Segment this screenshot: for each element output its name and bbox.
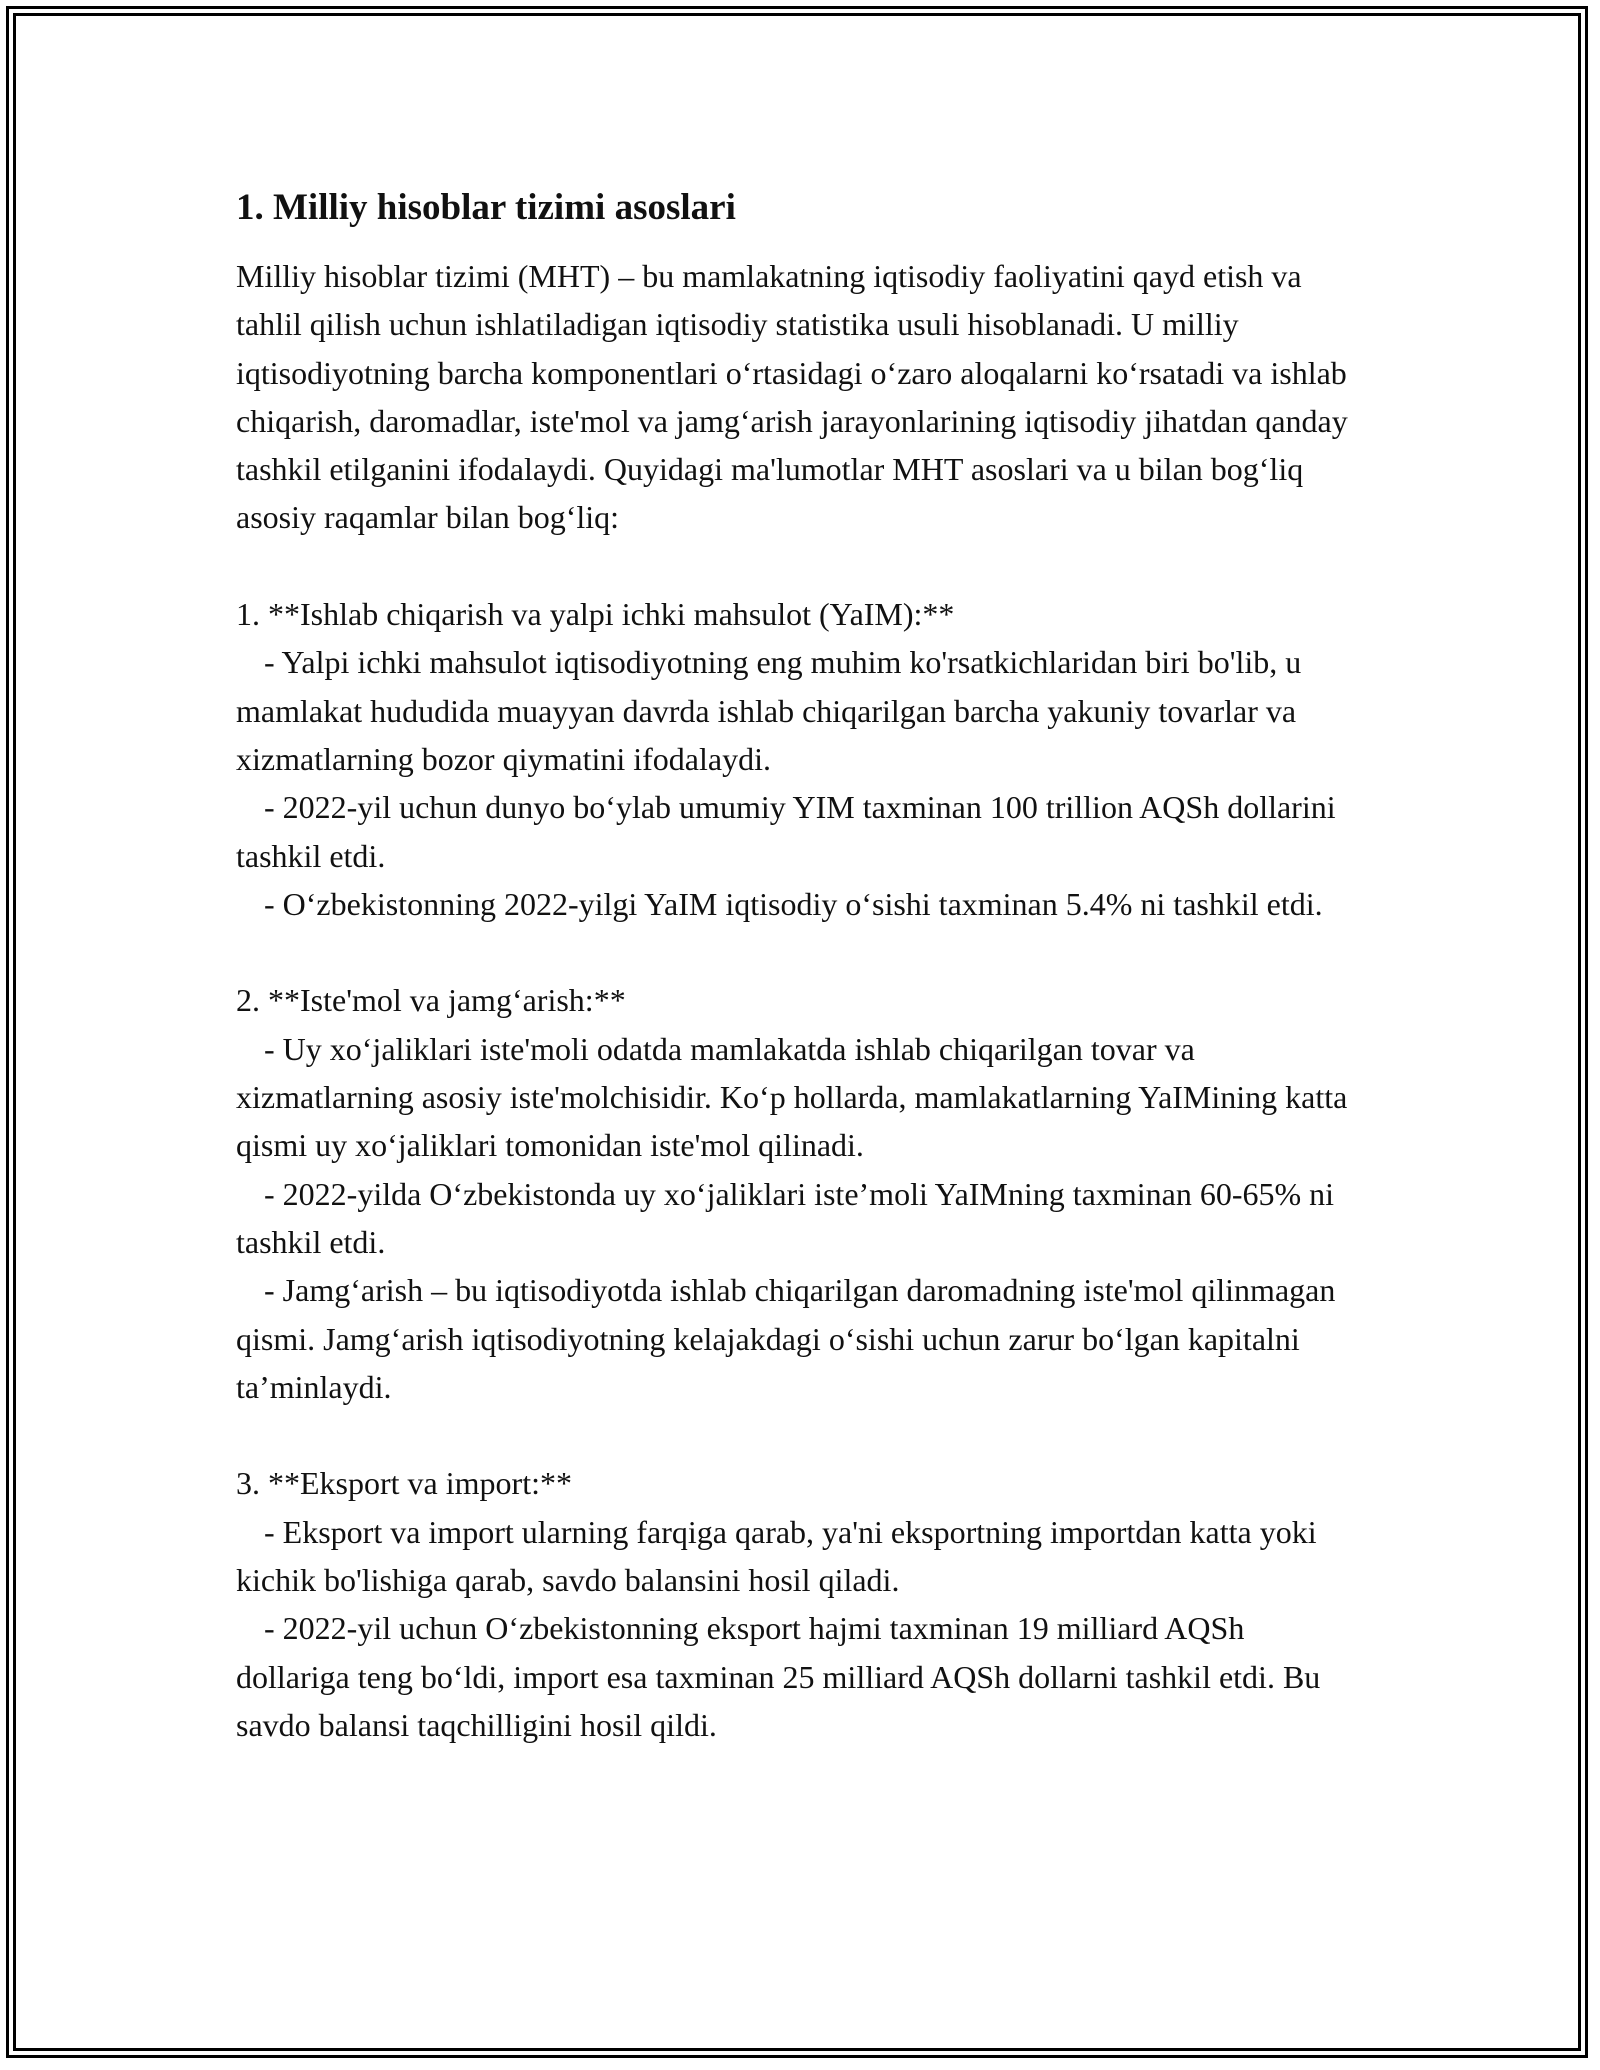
bullet-item: - Uy xo‘jaliklari iste'moli odatda mamlakatda ishlab chiqarilgan tovar va xizmatlarning asosiy iste'molchisidir. Ko‘p hollarda, mamlakatlarning YaIMining katta qismi uy xo‘jaliklari tomonidan iste'mol qilinadi. — [236, 1030, 1348, 1164]
section-heading: 1. Milliy hisoblar tizimi asoslari — [236, 187, 736, 228]
bullet-item: - 2022-yilda O‘zbekistonda uy xo‘jaliklari iste’moli YaIMning taxminan 60-65% ni tashkil etdi. — [236, 1175, 1335, 1260]
section-title: 2. **Iste'mol va jamg‘arish:** — [236, 982, 626, 1019]
bullet-item: - Jamg‘arish – bu iqtisodiyotda ishlab chiqarilgan daromadning iste'mol qilinmagan qismi. Jamg‘arish iqtisodiyotning kelajakdagi o‘sishi uchun zarur bo‘lgan kapitalni ta’minlaydi. — [236, 1272, 1336, 1405]
bullet-item: - Yalpi ichki mahsulot iqtisodiyotning eng muhim ko'rsatkichlaridan biri bo'lib, u mamlakat hududida muayyan davrda ishlab chiqarilgan barcha yakuniy tovarlar va xizmatlarning bozor qiymatini ifodalaydi. — [236, 644, 1302, 777]
document-body — [236, 184, 1366, 1749]
section-export-import — [236, 1459, 1366, 1749]
section-consumption-savings — [236, 976, 1366, 1411]
section-title: 3. **Eksport va import:** — [236, 1465, 572, 1502]
intro-paragraph: Milliy hisoblar tizimi (MHT) – bu mamlakatning iqtisodiy faoliyatini qayd etish va tahlil qilish uchun ishlatiladigan iqtisodiy statistika usuli hisoblanadi. U milliy iqtisodiyotning barcha komponentlari o‘rtasidagi o‘zaro aloqalarni ko‘rsatadi va ishlab chiqarish, daromadlar, iste'mol va jamg‘arish jarayonlarining iqtisodiy jihatdan qanday tashkil etilganini ifodalaydi. Quyidagi ma'lumotlar MHT asoslari va u bilan bog‘liq asosiy raqamlar bilan bog‘liq: — [236, 258, 1348, 536]
section-production — [236, 590, 1366, 928]
bullet-item: - O‘zbekistonning 2022-yilgi YaIM iqtisodiy o‘sishi taxminan 5.4% ni tashkil etdi. — [264, 885, 1323, 922]
bullet-item: - 2022-yil uchun dunyo bo‘ylab umumiy YIM taxminan 100 trillion AQSh dollarini tashkil etdi. — [236, 789, 1336, 874]
section-title: 1. **Ishlab chiqarish va yalpi ichki mahsulot (YaIM):** — [236, 596, 955, 633]
bullet-item: - Eksport va import ularning farqiga qarab, ya'ni eksportning importdan katta yoki kichik bo'lishiga qarab, savdo balansini hosil qiladi. — [236, 1513, 1317, 1599]
bullet-item: - 2022-yil uchun O‘zbekistonning eksport hajmi taxminan 19 milliard AQSh dollariga teng bo‘ldi, import esa taxminan 25 milliard AQSh dollarni tashkil etdi. Bu savdo balansi taqchilligini hosil qildi. — [236, 1610, 1321, 1743]
